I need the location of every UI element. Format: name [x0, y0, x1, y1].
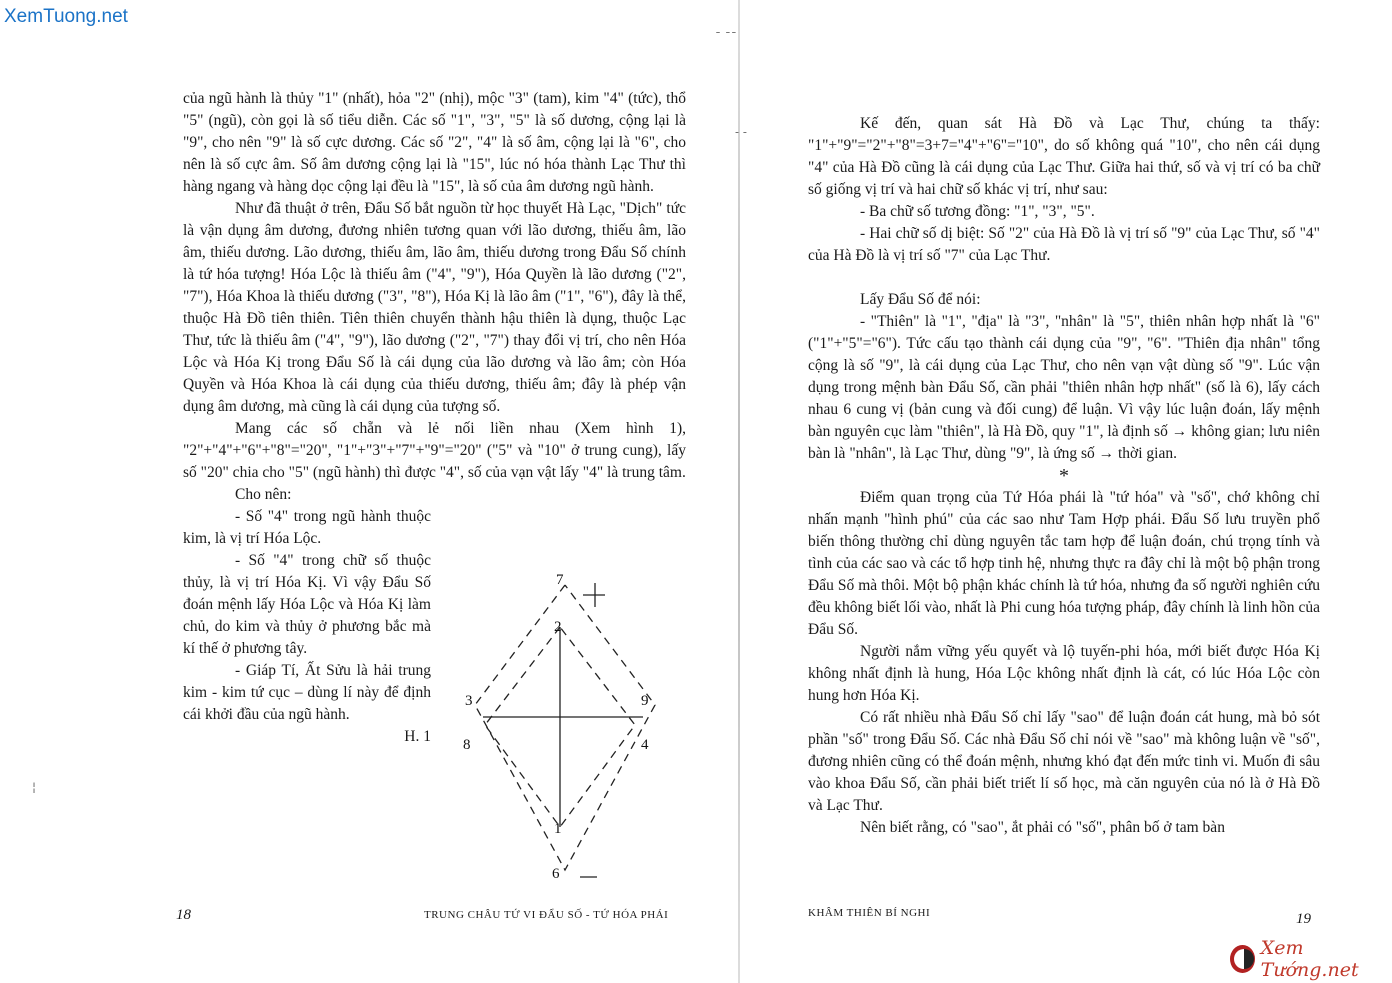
- logo-text: Xem Tướng.net: [1260, 937, 1359, 981]
- paragraph: Kế đến, quan sát Hà Đồ và Lạc Thư, chúng ta thấy: "1"+"9"="2"+"8"=3+7="4"+"6"="10", do số không quá "10", cho nên cái dụng "4" của Hà Đồ cũng là cái dụng của Lạc Thư. Giữa hai thứ, số và vị trí có ba chữ số giống vị trí và hai chữ số khác vị trí, như sau:: [808, 115, 1320, 198]
- left-running-header: TRUNG CHÂU TỨ VI ĐẨU SỐ - TỨ HÓA PHÁI: [424, 909, 669, 921]
- outer-diamond: [475, 585, 655, 870]
- paragraph: - Số "4" trong ngũ hành thuộc kim, là vị trí Hóa Lộc.: [183, 508, 431, 547]
- scan-speck: - -: [735, 125, 747, 139]
- scan-speck: ˉ ˉˉ: [715, 30, 737, 44]
- paragraph: - Ba chữ số tương đồng: "1", "3", "5".: [860, 203, 1095, 220]
- label-2: 2: [554, 619, 562, 635]
- right-page-number: 19: [1296, 911, 1311, 927]
- paragraph: Như đã thuật ở trên, Đẩu Số bắt nguồn từ học thuyết Hà Lạc, "Dịch" tức là vận dụng âm dương, đương nhiên tương quan với lão dương, thiếu âm, lão âm, thiếu dương. Lão dương, thiếu âm, lão âm, thiếu dương trong Đẩu Số chính là tứ hóa tượng! Hóa Lộc là thiếu âm ("4", "9"), Hóa Quyền là lão dương ("2", "7"), Hóa Khoa là thiếu dương ("3", "8"), Hóa Kị là lão âm ("1", "6"), đây là thể, thuộc Hà Đồ tiên thiên. Tiên thiên chuyển thành hậu thiên là dụng, thuộc Lạc Thư, tức là thiếu âm ("4", "9"), lão dương ("2", "7") thay đổi vị trí, cho nên Hóa Lộc và Hóa Kị trong Đẩu Số là cái dụng của lão dương và lão âm; còn Hóa Quyền và Hóa Khoa là cái dụng của thiếu dương, thiếu âm; đây là phép vận dụng âm dương, mà cũng là cái dụng của tượng số.: [183, 200, 686, 415]
- paragraph: - Giáp Tí, Ất Sửu là hải trung kim - kim tứ cục – dùng lí này để định cái khởi đầu của ngũ hành.: [183, 662, 431, 723]
- paragraph: Lấy Đẩu Số để nói:: [860, 291, 981, 308]
- paragraph: - Hai chữ số dị biệt: Số "2" của Hà Đồ là vị trí số "9" của Lạc Thư, số "4" của Hà Đồ là vị trí số "7" của Lạc Thư.: [808, 225, 1320, 264]
- watermark-xemtuong: XemTuong.net: [4, 6, 128, 27]
- paragraph: của ngũ hành là thủy "1" (nhất), hỏa "2" (nhị), mộc "3" (tam), kim "4" (tức), thổ "5" (ngũ), còn gọi là số tiểu diễn. Các số "1", "3", "5" là số dương, cộng lại là "9", cho nên "9" là số cực dương. Các số "2", "4" là số âm, cộng lại là "6", cho nên là số cực âm. Số âm dương cộng lại là "15", lúc nó hóa thành Lạc Thư thì hàng ngang và hàng dọc cộng lại đều là "15", là số của âm dương ngũ hành.: [183, 90, 686, 195]
- paragraph: Người nắm vững yếu quyết và lộ tuyến-phi hóa, mới biết được Hóa Kị không nhất định là hung, Hóa Lộc không nhất định là cát, có lúc Hóa Lộc còn hung hơn Hóa Kị.: [808, 643, 1320, 704]
- right-running-header: KHÂM THIÊN BÍ NGHI: [808, 907, 931, 919]
- paragraph: - Số "4" trong chữ số thuộc thủy, là vị trí Hóa Kị. Vì vậy Đẩu Số đoán mệnh lấy Hóa Lộc và Hóa Kị làm chủ, do kim và thủy ở phương bắc mà kí thế ở phương tây.: [183, 552, 431, 657]
- right-page: [808, 113, 1320, 839]
- figure-caption: H. 1: [404, 728, 431, 745]
- paragraph: Nên biết rằng, có "sao", ắt phải có "số", phân bố ở tam bàn: [860, 819, 1225, 836]
- label-3: 3: [465, 693, 473, 709]
- paragraph: Cho nên:: [235, 486, 292, 503]
- paragraph: - "Thiên" là "1", "địa" là "3", "nhân" là "5", thiên nhân hợp nhất là "6" ("1"+"5"="6"). Tức cấu tạo thành cái dụng của "9", "6". "Thiên địa nhân" tổng cộng là số "9", là cái dụng của Lạc Thư, cho nên vạn vật dùng số "9". Lúc vận dụng trong mệnh bàn Đẩu Số, cần phải "thiên nhân hợp nhất" (số là 6), lấy cách nhau 6 cung vị (bản cung và đối cung) để luận. Vì vậy lúc luận đoán, lấy mệnh bàn nguyên cục làm "thiên", là Hà Đồ, quy "1", là định số → không gian; lưu niên bàn là "nhân", là Lạc Thư, dùng "9", là ứng số → thời gian.: [808, 313, 1320, 462]
- label-8: 8: [463, 737, 471, 753]
- label-1: 1: [554, 821, 562, 837]
- label-6: 6: [552, 866, 560, 882]
- he-do-diagram: [455, 565, 705, 885]
- left-page-number: 18: [176, 907, 191, 923]
- book-gutter: [738, 0, 740, 983]
- section-separator: *: [1059, 465, 1069, 487]
- label-7: 7: [556, 572, 564, 588]
- scan-speck: ¦: [32, 780, 37, 794]
- xemtuong-logo: [1230, 937, 1390, 981]
- label-4: 4: [641, 737, 649, 753]
- paragraph: Có rất nhiều nhà Đẩu Số chỉ lấy "sao" để luận đoán cát hung, mà bỏ sót phần "số" trong Đẩu Số. Các nhà Đẩu Số chỉ nói về "sao" mà không luận về "số", đương nhiên cũng có thể đoán mệnh, nhưng khó đạt đến mức tinh vi. Muốn đi sâu vào khoa Đẩu Số, cần phải biết triết lí số học, mà căn nguyên của nó là ở Hà Đồ và Lạc Thư.: [808, 709, 1320, 814]
- paragraph: Mang các số chẵn và lẻ nối liền nhau (Xem hình 1), "2"+"4"+"6"+"8"="20", "1"+"3"+"7"+"9"="20" ("5" và "10" ở trung cung), lấy số "20" chia cho "5" (ngũ hành) thì được "4", số của vạn vật lấy "4" là trung tâm.: [183, 420, 686, 481]
- paragraph: Điểm quan trọng của Tứ Hóa phái là "tứ hóa" và "số", chớ không chỉ nhấn mạnh "hình phú" của các sao như Tam Hợp phái. Đẩu Số lưu truyền phổ biến thông thường chỉ dùng nguyên tắc tam hợp để luận đoán, chú trọng tính và tình của các sao và các tổ hợp tinh hệ, nhưng thực ra đây chỉ là một bộ phận trong Đẩu Số mà thôi. Một bộ phận khác chính là tứ hóa, nhưng đa số người nghiên cứu đều không biết lối vào, nhất là Phi cung hóa tượng pháp, đây chính là linh hồn của Đẩu Số.: [808, 489, 1320, 638]
- label-9: 9: [641, 693, 649, 709]
- yin-yang-icon: [1230, 945, 1255, 973]
- lower-left-column: [183, 484, 431, 748]
